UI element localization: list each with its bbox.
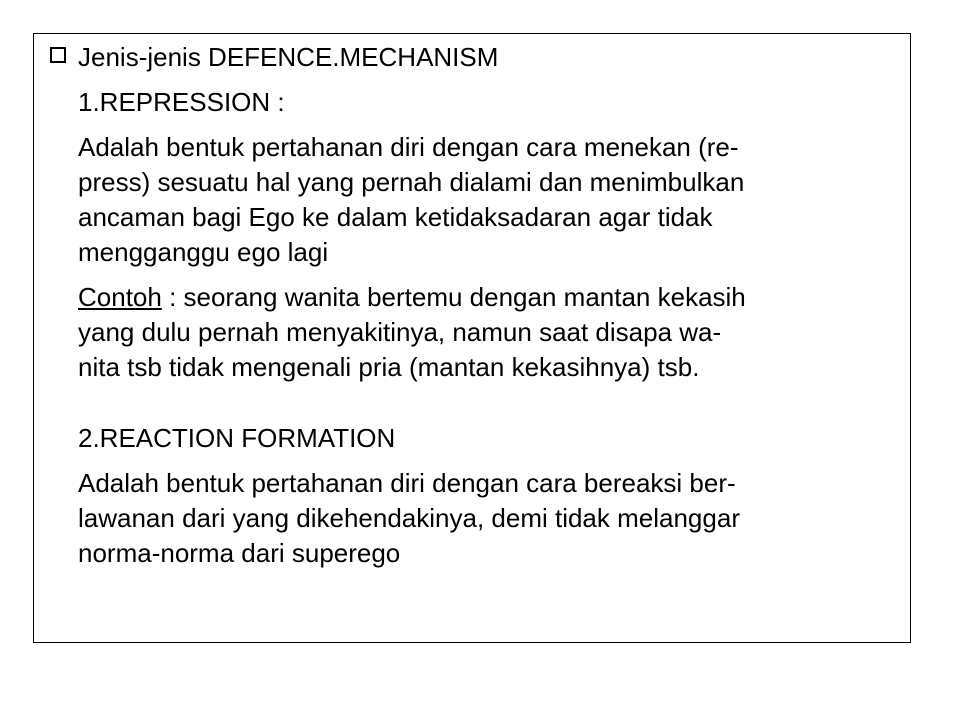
section-title: 1.REPRESSION : [78, 87, 285, 117]
slide-heading: Jenis-jenis DEFENCE.MECHANISM [78, 42, 499, 72]
example-first-line [78, 280, 896, 315]
definition-line: Adalah bentuk pertahanan diri dengan cara bereaksi ber- [78, 468, 736, 498]
section-reaction-formation [46, 421, 896, 571]
example-text: : seorang wanita bertemu dengan mantan kekasih [161, 282, 746, 312]
checkbox-bullet-icon [50, 47, 66, 63]
example-label: Contoh [78, 282, 162, 312]
definition-line: mengganggu ego lagi [78, 237, 329, 267]
example-line: nita tsb tidak mengenali pria (mantan kekasihnya) tsb. [78, 352, 700, 382]
definition-line: lawanan dari yang dikehendakinya, demi tidak melanggar [78, 503, 740, 533]
definition-line: Adalah bentuk pertahanan diri dengan cara menekan (re- [78, 132, 739, 162]
section-title: 2.REACTION FORMATION [78, 423, 396, 453]
definition-line: press) sesuatu hal yang pernah dialami dan menimbulkan [78, 167, 745, 197]
example-line: yang dulu pernah menyakitinya, namun saat disapa wa- [78, 317, 722, 347]
slide-content [46, 40, 896, 571]
heading-row [46, 40, 896, 75]
definition-line: ancaman bagi Ego ke dalam ketidaksadaran agar tidak [78, 202, 713, 232]
definition-line: norma-norma dari superego [78, 538, 401, 568]
section-repression [46, 85, 896, 385]
